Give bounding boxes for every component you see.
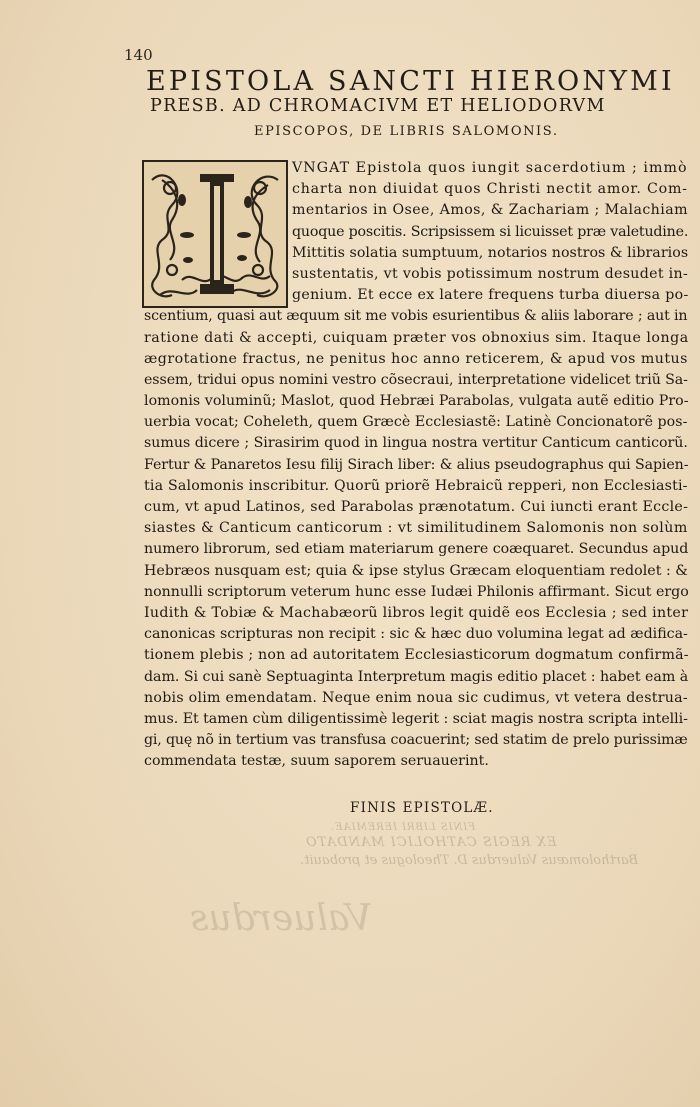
body-line: scentium, quasi aut æquum sit me vobis esurientibus & aliis laborare ; aut in <box>144 308 688 325</box>
body-line: nonnulli scriptorum veterum hunc esse Iudæi Philonis affirmant. Sicut ergo <box>144 583 689 600</box>
show-through-text: EX REGIS CATHOLICI MANDATO <box>305 835 557 850</box>
body-line: quoque poscitis. Scripsissem si licuisset præ valetudine. <box>292 223 689 240</box>
body-line: ægrotatione fractus, ne penitus hoc anno reticerem, & apud vos mutus <box>144 350 688 367</box>
body-line: uerbia vocat; Coheleth, quem Græcè Ecclesiastẽ: Latinè Concionatorẽ pos- <box>144 414 688 431</box>
epistle-title: EPISTOLA SANCTI HIERONYMI <box>146 66 675 97</box>
body-line: genium. Et ecce ex latere frequens turba diuersa po- <box>292 287 689 304</box>
body-line: dam. Si cui sanè Septuaginta Interpretum magis editio placet : habet eam à <box>144 668 689 685</box>
body-line: Hebræos nusquam est; quia & ipse stylus Græcam eloquentiam redolet : & <box>144 562 688 579</box>
body-line: VNGAT Epistola quos iungit sacerdotium ; immò <box>292 160 688 176</box>
body-line: lomonis voluminũ; Maslot, quod Hebræi Parabolas, vulgata autẽ editio Pro- <box>144 393 689 410</box>
page-number: 140 <box>124 46 153 64</box>
body-line: canonicas scripturas non recipit : sic & hæc duo volumina legat ad ædifica- <box>144 626 688 643</box>
body-line: nobis olim emendatam. Neque enim noua sic cudimus, vt vetera destrua- <box>144 689 688 706</box>
body-line: charta non diuidat quos Christi nectit amor. Com- <box>292 181 688 198</box>
show-through-text: Bartholomæus Valuerdus D. Theologus et probauit. <box>300 853 639 868</box>
show-through-signature: Valuerdus <box>190 898 373 939</box>
body-line: tia Salomonis inscribitur. Quorũ priorẽ Hebraicũ repperi, non Ecclesiasti- <box>144 477 688 494</box>
show-through-text: FINIS LIBRI IEREMIAE. <box>330 822 476 833</box>
body-line: Iudith & Tobiæ & Machabæorũ libros legit quidẽ eos Ecclesia ; sed inter <box>144 604 689 621</box>
body-line: tionem plebis ; non ad autoritatem Ecclesiasticorum dogmatum confirmã- <box>144 647 689 664</box>
body-line: Fertur & Panaretos Iesu filij Sirach liber: & alius pseudographus qui Sapien- <box>144 456 689 473</box>
body-line: essem, tridui opus nomini vestro cõsecraui, interpretatione videlicet triũ Sa- <box>144 371 688 388</box>
body-line: gi, quę nõ in tertium vas transfusa coacuerint; sed statim de prelo purissimæ <box>144 732 688 749</box>
epistle-subtitle: PRESB. AD CHROMACIVM ET HELIODORVM <box>150 96 606 116</box>
epistle-body <box>144 158 688 772</box>
body-line: commendata testæ, suum saporem seruauerint. <box>144 753 489 770</box>
body-line: ratione dati & accepti, cuiquam præter vos obnoxius sim. Itaque longa <box>144 329 689 346</box>
epistle-subtitle-2: EPISCOPOS, DE LIBRIS SALOMONIS. <box>254 124 559 139</box>
body-line: mus. Et tamen cùm diligentissimè legerit : sciat magis nostra scripta intelli- <box>144 710 688 727</box>
body-line: sustentatis, vt vobis potissimum nostrum desudet in- <box>292 265 689 282</box>
body-line: numero librorum, sed etiam materiarum genere coæquaret. Secundus apud <box>144 541 689 558</box>
body-line: siastes & Canticum canticorum : vt similitudinem Salomonis non solùm <box>144 520 688 537</box>
body-line: sumus dicere ; Sirasirim quod in lingua nostra vertitur Canticum canticorũ. <box>144 435 688 452</box>
body-line: mentarios in Osee, Amos, & Zachariam ; Malachiam <box>292 202 688 219</box>
body-line: cum, vt apud Latinos, sed Parabolas prænotatum. Cui iuncti erant Eccle- <box>144 499 689 515</box>
closing-line: FINIS EPISTOLÆ. <box>350 800 494 816</box>
body-line: Mittitis solatia sumptuum, notarios nostros & librarios <box>292 244 689 261</box>
